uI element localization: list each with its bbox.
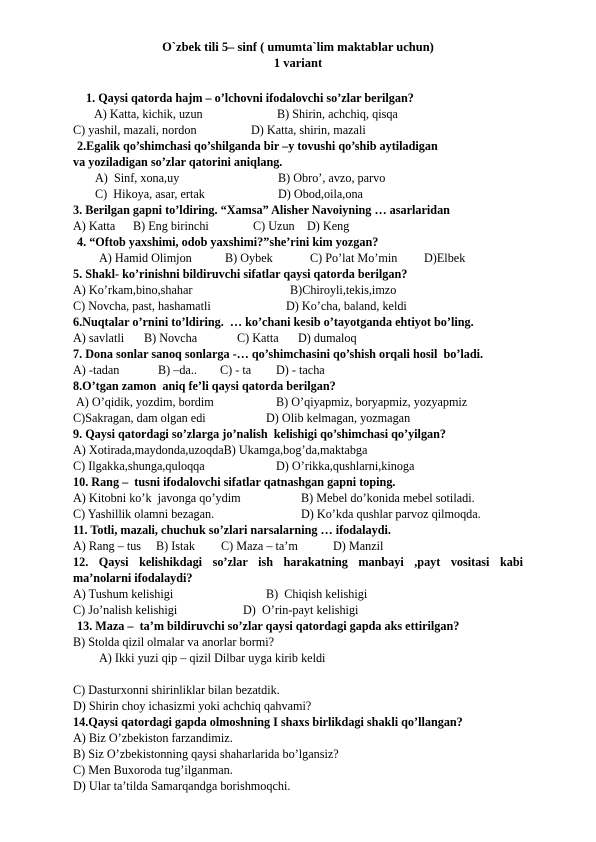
test-title: O`zbek tili 5– sinf ( umumta`lim maktablar uchun)	[162, 40, 434, 54]
question-3: 3. Berilgan gapni to’ldiring. “Xamsa” Alisher Navoiyning … asarlaridan	[73, 203, 450, 217]
q12-option-a: A) Tushum kelishigi	[73, 587, 174, 601]
q9-option-d: D) O’rikka,qushlarni,kinoga	[276, 459, 415, 473]
q6-option-c: C) Katta	[237, 331, 279, 345]
q13-option-b: B) Stolda qizil olmalar va anorlar bormi?	[73, 635, 275, 649]
q2-option-c: C) Hikoya, asar, ertak	[95, 187, 205, 201]
question-12-line-1: 12. Qaysi kelishikdagi so’zlar ish harakatning manbayi ,payt vositasi kabi	[73, 555, 523, 569]
q6-option-d: D) dumaloq	[298, 331, 357, 345]
q3-option-d: D) Keng	[307, 219, 350, 233]
q10-option-a: A) Kitobni ko’k javonga qo’ydim	[73, 491, 241, 505]
q14-option-c: C) Men Buxoroda tug’ilganman.	[73, 763, 233, 777]
q1-option-d: D) Katta, shirin, mazali	[251, 123, 366, 137]
q11-option-d: D) Manzil	[333, 539, 384, 553]
q1-option-a: A) Katta, kichik, uzun	[94, 107, 203, 121]
q8-option-a: A) O’qidik, yozdim, bordim	[76, 395, 214, 409]
question-12-line-2: ma’nolarni ifodalaydi?	[73, 571, 193, 585]
q14-option-d: D) Ular ta’tilda Samarqandga borishmoqchi.	[73, 779, 291, 793]
question-6: 6.Nuqtalar o’rnini to’ldiring. … ko’chani kesib o’tayotganda ehtiyot bo’ling.	[73, 315, 474, 329]
q9-options-a-b: A) Xotirada,maydonda,uzoqdaB) Ukamga,bog’da,maktabga	[73, 443, 368, 457]
q4-option-c: C) Po’lat Mo’min	[310, 251, 398, 265]
q12-option-c: C) Jo’nalish kelishigi	[73, 603, 178, 617]
q7-option-d: D) - tacha	[276, 363, 325, 377]
q11-option-c: C) Maza – ta’m	[221, 539, 298, 553]
question-11: 11. Totli, mazali, chuchuk so’zlari narsalarning … ifodalaydi.	[73, 523, 391, 537]
question-7: 7. Dona sonlar sanoq sonlarga -… qo’shimchasini qo’shish orqali hosil bo’ladi.	[73, 347, 484, 361]
q7-option-b: B) –da..	[158, 363, 197, 377]
q12-option-d: D) O’rin-payt kelishigi	[243, 603, 359, 617]
q1-option-c: C) yashil, mazali, nordon	[73, 123, 197, 137]
question-8: 8.O’tgan zamon aniq fe’li qaysi qatorda berilgan?	[73, 379, 336, 393]
q4-option-b: B) Oybek	[225, 251, 273, 265]
q11-option-a: A) Rang – tus	[73, 539, 142, 553]
q8-option-d: D) Olib kelmagan, yozmagan	[266, 411, 411, 425]
q2-option-a: A) Sinf, xona,uy	[95, 171, 180, 185]
question-13: 13. Maza – ta’m bildiruvchi so’zlar qaysi qatordagi gapda aks ettirilgan?	[77, 619, 460, 633]
q6-option-b: B) Novcha	[144, 331, 198, 345]
question-2-line-1: 2.Egalik qo’shimchasi qo’shilganda bir –y tovushi qo’shib aytiladigan	[77, 139, 438, 153]
q7-option-c: C) - ta	[220, 363, 252, 377]
question-2-line-2: va yoziladigan so’zlar qatorini aniqlang.	[73, 155, 283, 169]
q3-option-c: C) Uzun	[253, 219, 295, 233]
q3-option-b: B) Eng birinchi	[133, 219, 209, 233]
q2-option-b: B) Obro’, avzo, parvo	[278, 171, 386, 185]
q9-option-c: C) Ilgakka,shunga,quloqqa	[73, 459, 205, 473]
q5-option-a: A) Ko’rkam,bino,shahar	[73, 283, 193, 297]
q4-option-a: A) Hamid Olimjon	[99, 251, 192, 265]
question-14: 14.Qaysi qatordagi gapda olmoshning I shaxs birlikdagi shakli qo’llangan?	[73, 715, 463, 729]
q6-option-a: A) savlatli	[73, 331, 125, 345]
q7-option-a: A) -tadan	[73, 363, 120, 377]
q8-option-b: B) O’qiyapmiz, boryapmiz, yozyapmiz	[276, 395, 468, 409]
q4-option-d: D)Elbek	[424, 251, 466, 265]
q8-option-c: C)Sakragan, dam olgan edi	[73, 411, 206, 425]
question-9: 9. Qaysi qatordagi so’zlarga jo’nalish kelishigi qo’shimchasi qo’yilgan?	[73, 427, 447, 441]
q2-option-d: D) Obod,oila,ona	[278, 187, 363, 201]
q10-option-c: C) Yashillik olamni bezagan.	[73, 507, 215, 521]
question-1: 1. Qaysi qatorda hajm – o’lchovni ifodalovchi so’zlar berilgan?	[86, 91, 414, 105]
q13-option-d: D) Shirin choy ichasizmi yoki achchiq qahvami?	[73, 699, 312, 713]
q11-option-b: B) Istak	[156, 539, 195, 553]
q5-option-c: C) Novcha, past, hashamatli	[73, 299, 211, 313]
q12-option-b: B) Chiqish kelishigi	[266, 587, 368, 601]
question-10: 10. Rang – tusni ifodalovchi sifatlar qatnashgan gapni toping.	[73, 475, 396, 489]
q10-option-b: B) Mebel do’konida mebel sotiladi.	[301, 491, 475, 505]
q5-option-b: B)Chiroyli,tekis,imzo	[290, 283, 397, 297]
q3-option-a: A) Katta	[73, 219, 116, 233]
q10-option-d: D) Ko’kda qushlar parvoz qilmoqda.	[301, 507, 481, 521]
q1-option-b: B) Shirin, achchiq, qisqa	[277, 107, 398, 121]
q13-option-c: C) Dasturxonni shirinliklar bilan bezatdik.	[73, 683, 280, 697]
variant-label: 1 variant	[273, 56, 323, 70]
question-5: 5. Shakl- ko’rinishni bildiruvchi sifatlar qaysi qatorda berilgan?	[73, 267, 408, 281]
q13-option-a: A) Ikki yuzi qip – qizil Dilbar uyga kirib keldi	[99, 651, 326, 665]
q14-option-a: A) Biz O’zbekiston farzandimiz.	[73, 731, 233, 745]
question-4: 4. “Oftob yaxshimi, odob yaxshimi?”she’rini kim yozgan?	[77, 235, 379, 249]
q14-option-b: B) Siz O’zbekistonning qaysi shaharlarida bo’lgansiz?	[73, 747, 339, 761]
q5-option-d: D) Ko’cha, baland, keldi	[286, 299, 407, 313]
